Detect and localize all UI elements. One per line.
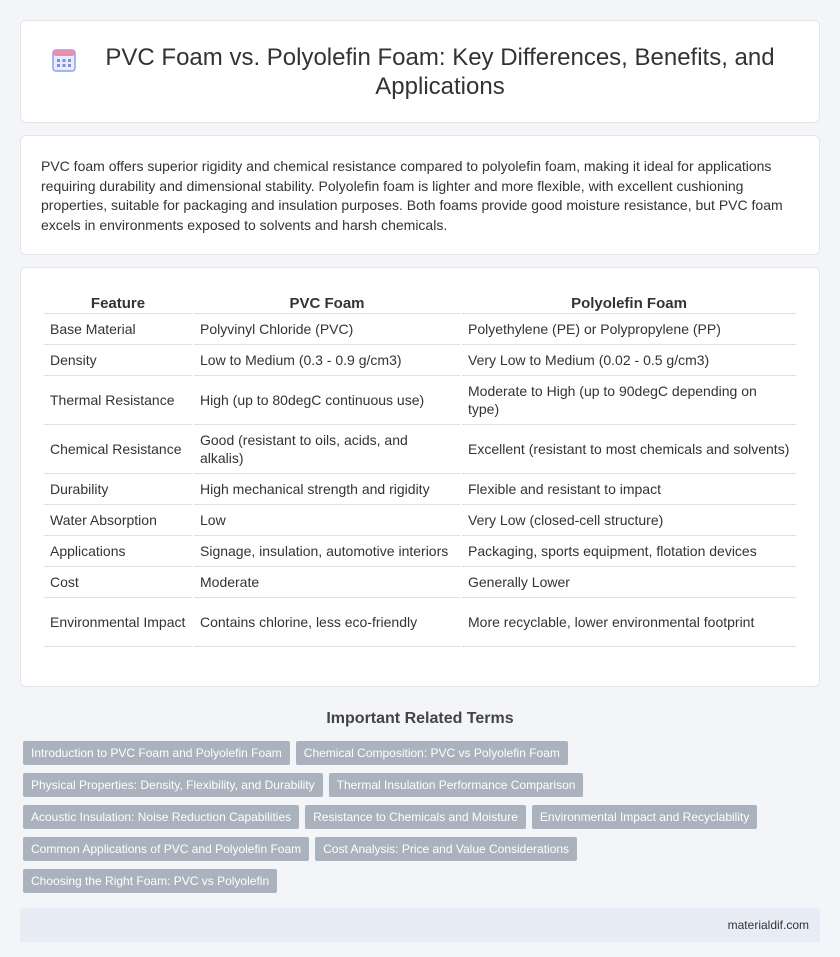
- comparison-card: [20, 267, 820, 687]
- table-row: [44, 567, 796, 598]
- feature-cell: Applications: [44, 536, 192, 567]
- feature-cell: Thermal Resistance: [44, 376, 192, 425]
- pvc-cell: Moderate: [194, 567, 460, 598]
- feature-cell: Water Absorption: [44, 505, 192, 536]
- related-term-tag[interactable]: Environmental Impact and Recyclability: [532, 805, 757, 829]
- pvc-cell: Low to Medium (0.3 - 0.9 g/cm3): [194, 345, 460, 376]
- feature-cell: Cost: [44, 567, 192, 598]
- related-term-tag[interactable]: Common Applications of PVC and Polyolefin Foam: [23, 837, 309, 861]
- polyolefin-cell: Polyethylene (PE) or Polypropylene (PP): [462, 314, 796, 345]
- polyolefin-cell: Generally Lower: [462, 567, 796, 598]
- header-polyolefin-foam: Polyolefin Foam: [462, 288, 796, 314]
- pvc-cell: Good (resistant to oils, acids, and alkalis): [194, 425, 460, 474]
- feature-cell: Chemical Resistance: [44, 425, 192, 474]
- pvc-cell: Polyvinyl Chloride (PVC): [194, 314, 460, 345]
- related-term-tag[interactable]: Resistance to Chemicals and Moisture: [305, 805, 526, 829]
- header-pvc-foam: PVC Foam: [194, 288, 460, 314]
- table-row: [44, 505, 796, 536]
- table-row: [44, 536, 796, 567]
- summary-text: PVC foam offers superior rigidity and chemical resistance compared to polyolefin foam, making it ideal for applications requiring durability and dimensional stability. Polyolefin foam is lighter and more flexible, with excellent cushioning properties, suitable for packaging and insulation purposes. Both foams provide good moisture resistance, but PVC foam excels in environments exposed to solvents and harsh chemicals.: [41, 158, 783, 233]
- header-feature: Feature: [44, 288, 192, 314]
- polyolefin-cell: Excellent (resistant to most chemicals and solvents): [462, 425, 796, 474]
- polyolefin-cell: Very Low (closed-cell structure): [462, 505, 796, 536]
- feature-cell: Environmental Impact: [44, 598, 192, 647]
- table-header-row: [44, 288, 796, 314]
- table-row: [44, 598, 796, 647]
- polyolefin-cell: Very Low to Medium (0.02 - 0.5 g/cm3): [462, 345, 796, 376]
- feature-cell: Density: [44, 345, 192, 376]
- comparison-table: [42, 288, 798, 647]
- related-term-tag[interactable]: Chemical Composition: PVC vs Polyolefin Foam: [296, 741, 568, 765]
- page-title: PVC Foam vs. Polyolefin Foam: Key Differences, Benefits, and Applications: [105, 43, 775, 100]
- pvc-cell: Signage, insulation, automotive interiors: [194, 536, 460, 567]
- polyolefin-cell: More recyclable, lower environmental footprint: [462, 598, 796, 647]
- table-row: [44, 376, 796, 425]
- page-header: [20, 20, 820, 123]
- summary-card: [20, 135, 820, 255]
- related-term-tag[interactable]: Acoustic Insulation: Noise Reduction Capabilities: [23, 805, 299, 829]
- polyolefin-cell: Moderate to High (up to 90degC depending on type): [462, 376, 796, 425]
- calendar-grid-icon: [51, 47, 77, 73]
- footer: [20, 908, 820, 942]
- table-row: [44, 345, 796, 376]
- pvc-cell: Contains chlorine, less eco-friendly: [194, 598, 460, 647]
- related-terms-title: Important Related Terms: [326, 710, 514, 727]
- polyolefin-cell: Flexible and resistant to impact: [462, 474, 796, 505]
- related-term-tag[interactable]: Choosing the Right Foam: PVC vs Polyolefin: [23, 869, 277, 893]
- pvc-cell: High mechanical strength and rigidity: [194, 474, 460, 505]
- related-terms-list: [20, 741, 820, 893]
- related-term-tag[interactable]: Thermal Insulation Performance Comparison: [329, 773, 584, 797]
- feature-cell: Base Material: [44, 314, 192, 345]
- related-term-tag[interactable]: Introduction to PVC Foam and Polyolefin Foam: [23, 741, 290, 765]
- polyolefin-cell: Packaging, sports equipment, flotation devices: [462, 536, 796, 567]
- table-row: [44, 425, 796, 474]
- table-row: [44, 314, 796, 345]
- related-term-tag[interactable]: Cost Analysis: Price and Value Considerations: [315, 837, 577, 861]
- related-term-tag[interactable]: Physical Properties: Density, Flexibility, and Durability: [23, 773, 323, 797]
- footer-site-link[interactable]: materialdif.com: [727, 918, 809, 932]
- pvc-cell: Low: [194, 505, 460, 536]
- pvc-cell: High (up to 80degC continuous use): [194, 376, 460, 425]
- table-row: [44, 474, 796, 505]
- feature-cell: Durability: [44, 474, 192, 505]
